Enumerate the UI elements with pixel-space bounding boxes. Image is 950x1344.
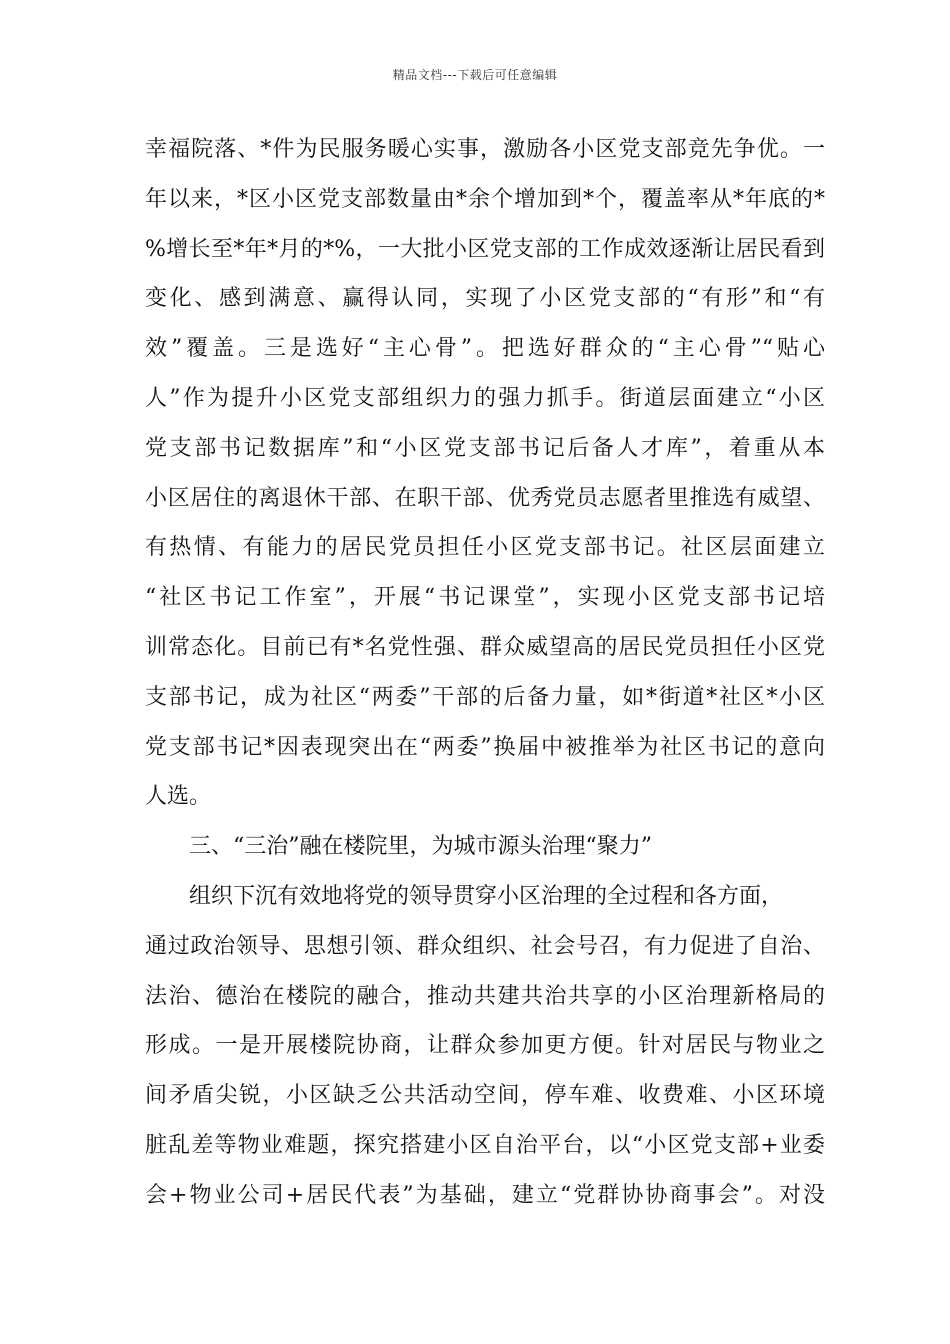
section-heading: 三、“三治”融在楼院里，为城市源头治理“聚力” [189, 834, 652, 860]
text-line: 支部书记，成为社区“两委”干部的后备力量，如*街道*社区*小区 [145, 684, 825, 710]
text-line: 小区居住的离退休干部、在职干部、优秀党员志愿者里推选有威望、 [145, 485, 825, 511]
page-header: 精品文档---下载后可任意编辑 [392, 68, 558, 82]
text-line: 脏乱差等物业难题，探究搭建小区自治平台，以“小区党支部+业委 [145, 1132, 825, 1158]
text-line: “社区书记工作室”，开展“书记课堂”，实现小区党支部书记培 [145, 585, 825, 611]
body-text [145, 125, 825, 1221]
text-line: 形成。一是开展楼院协商，让群众参加更方便。针对居民与物业之 [145, 1033, 825, 1059]
text-line: 训常态化。目前已有*名党性强、群众威望高的居民党员担任小区党 [145, 634, 825, 660]
text-line: 人”作为提升小区党支部组织力的强力抓手。街道层面建立“小区 [145, 385, 825, 411]
text-line: 法治、德治在楼院的融合，推动共建共治共享的小区治理新格局的 [145, 983, 825, 1009]
text-line: 幸福院落、*件为民服务暖心实事，激励各小区党支部竞先争优。一 [145, 137, 825, 162]
text-line: 党支部书记*因表现突出在“两委”换届中被推举为社区书记的意向 [145, 734, 825, 760]
text-line: 人选。 [145, 784, 212, 810]
text-line: 变化、感到满意、赢得认同，实现了小区党支部的“有形”和“有 [145, 286, 825, 312]
text-line: 党支部书记数据库”和“小区党支部书记后备人才库”，着重从本 [145, 435, 825, 461]
text-line: 有热情、有能力的居民党员担任小区党支部书记。社区层面建立 [145, 535, 825, 561]
text-line: 通过政治领导、思想引领、群众组织、社会号召，有力促进了自治、 [145, 933, 825, 959]
text-line: 年以来，*区小区党支部数量由*余个增加到*个，覆盖率从*年底的* [145, 186, 825, 212]
text-line: %增长至*年*月的*%，一大批小区党支部的工作成效逐渐让居民看到 [145, 236, 825, 262]
text-line: 效”覆盖。三是选好“主心骨”。把选好群众的“主心骨”“贴心 [145, 336, 825, 362]
text-line: 会+物业公司+居民代表”为基础，建立“党群协协商事会”。对没 [145, 1182, 825, 1208]
text-line: 组织下沉有效地将党的领导贯穿小区治理的全过程和各方面， [189, 883, 784, 909]
text-line: 间矛盾尖锐，小区缺乏公共活动空间，停车难、收费难、小区环境 [145, 1083, 825, 1109]
